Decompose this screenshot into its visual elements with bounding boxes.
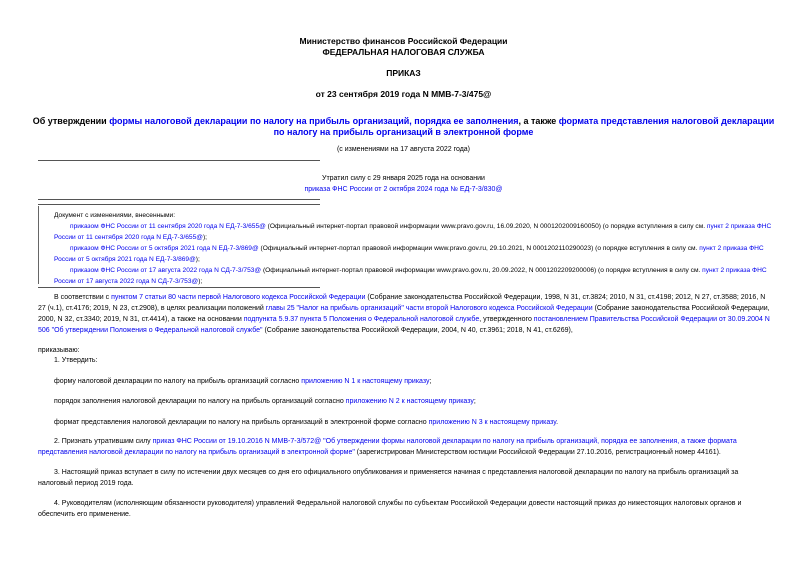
regulation-link[interactable]: подпункта 5.9.37 пункта 5 Положения о Федеральной налоговой службе <box>243 316 480 323</box>
change-link[interactable]: приказом ФНС России от 11 сентября 2020 года N ЕД-7-3/655@ <box>70 223 266 230</box>
title-link-format[interactable]: формата представления налоговой декларации <box>558 116 775 126</box>
service-name: ФЕДЕРАЛЬНАЯ НАЛОГОВАЯ СЛУЖБА <box>322 47 485 57</box>
approve-format: формат представления налоговой декларации по налогу на прибыль организаций в электронной форме согласно приложению N 3 к настоящему приказу. <box>54 419 559 426</box>
change-link[interactable]: приказом ФНС России от 5 октября 2021 года N ЕД-7-3/869@ <box>70 245 259 252</box>
repealed-order-link[interactable]: приказ ФНС России от 19.10.2016 N ММВ-7-3/572@ "Об утверждении формы налоговой декларации по налогу на прибыль организаций, порядка ее заполнения, а также формата представления налоговой декларации по налогу на прибыль организаций в электронной форме" <box>38 438 737 456</box>
appendix-1-link[interactable]: приложению N 1 к настоящему приказу <box>301 378 430 385</box>
page-title-line2 <box>0 127 807 137</box>
item-4: 4. Руководителям (исполняющим обязанности руководителя) управлений Федеральной налоговой службы по субъектам Российской Федерации довести настоящий приказ до нижестоящих налоговых органов и обеспечить его применение. <box>38 500 742 518</box>
change-list <box>54 210 774 287</box>
title-link-electronic[interactable]: по налогу на прибыль организаций в электронной форме <box>273 127 534 137</box>
change-text: (Официальный интернет-портал правовой информации www.pravo.gov.ru, 20.09.2022, N 0001202209200006) (о порядке вступления в силу см. <box>261 267 703 274</box>
divider <box>38 287 320 288</box>
change-effective-link[interactable]: пункт 2 приказа ФНС России от 17 августа 2022 года N СД-7-3/753@ <box>54 267 767 285</box>
divider <box>38 199 320 200</box>
change-text: (Официальный интернет-портал правовой информации www.pravo.gov.ru, 29.10.2021, N 0001202110290023) (о порядке вступления в силу см. <box>258 245 700 252</box>
change-effective-link[interactable]: пункт 2 приказа ФНС России от 5 октября 2021 года N ЕД-7-3/869@ <box>54 245 764 263</box>
chapter-25-link[interactable]: главы 25 "Налог на прибыль организаций" части второй Налогового кодекса Российской Федерации <box>265 305 593 312</box>
preamble-paragraph <box>38 292 770 336</box>
preamble-text: (Собрание законодательства Российской Федерации, 2004, N 40, ст.3961; 2018, N 41, ст.6269), <box>262 327 573 334</box>
change-effective-link[interactable]: пункт 2 приказа ФНС России от 11 сентября 2020 года N ЕД-7-3/655@ <box>54 223 772 241</box>
change-end: ); <box>195 256 200 263</box>
change-link[interactable]: приказом ФНС России от 17 августа 2022 года N СД-7-3/753@ <box>70 267 262 274</box>
preamble-text: (Собрание законодательства Российской Федерации, 2000, N 32, ст.3340; 2019, N 31, ст.4414), а также на основании <box>38 305 770 323</box>
change-list-intro: Документ с изменениями, внесенными: <box>54 212 176 219</box>
doc-type: ПРИКАЗ <box>386 68 421 78</box>
change-item <box>54 243 774 265</box>
change-item <box>54 265 774 287</box>
order-word: приказываю: <box>38 347 80 354</box>
item-3: 3. Настоящий приказ вступает в силу по истечении двух месяцев со дня его официального опубликования и применяется начиная с представления налоговой декларации по налогу на прибыль организаций за налоговый период 2019 года. <box>38 469 739 487</box>
title-link-form[interactable]: формы налоговой декларации по налогу на прибыль организаций, порядка ее заполнения <box>109 116 519 126</box>
page-title <box>0 116 807 126</box>
preamble-text: , утвержденного <box>479 316 534 323</box>
approve-form: форму налоговой декларации по налогу на прибыль организаций согласно приложению N 1 к настоящему приказу; <box>54 378 432 385</box>
approve-order: порядок заполнения налоговой декларации по налогу на прибыль организаций согласно приложению N 2 к настоящему приказу; <box>54 398 476 405</box>
item-2-text: 2. Признать утратившим силу <box>54 438 153 445</box>
appendix-3-link[interactable]: приложению N 3 к настоящему приказу <box>428 419 557 426</box>
approve-form-text: форму налоговой декларации по налогу на прибыль организаций согласно <box>54 378 302 385</box>
item-1: 1. Утвердить: <box>54 357 98 364</box>
divider <box>38 204 320 205</box>
change-end: ); <box>198 278 203 285</box>
approve-order-text: порядок заполнения налоговой декларации по налогу на прибыль организаций согласно <box>54 398 346 405</box>
ministry-name: Министерство финансов Российской Федерации <box>299 36 508 46</box>
approve-format-text: формат представления налоговой декларации по налогу на прибыль организаций в электронной форме согласно <box>54 419 429 426</box>
resolution-link[interactable]: постановлением Правительства Российской Федерации от 30.09.2004 N 506 "Об утверждении Положения о Федеральной налоговой службе" <box>38 316 770 334</box>
expired-note: Утратил силу с 29 января 2025 года на основании <box>322 175 485 182</box>
title-prefix: Об утверждении <box>32 116 110 126</box>
change-item <box>54 221 774 243</box>
expired-link-line <box>0 186 807 193</box>
change-block-border <box>38 206 39 284</box>
amend-note: (с изменениями на 17 августа 2022 года) <box>336 146 471 153</box>
title-middle: , а также <box>518 116 559 126</box>
change-end: ); <box>202 234 207 241</box>
item-2-text: (зарегистрирован Министерством юстиции Российской Федерации 27.10.2016, регистрационный номер 44161). <box>354 449 721 456</box>
preamble-text: В соответствии с <box>54 294 112 301</box>
appendix-2-link[interactable]: приложению N 2 к настоящему приказу <box>345 398 474 405</box>
expired-link[interactable]: приказа ФНС России от 2 октября 2024 года № ЕД-7-3/830@ <box>304 186 503 193</box>
item-2 <box>38 436 770 458</box>
doc-date-number: от 23 сентября 2019 года N ММВ-7-3/475@ <box>315 89 492 99</box>
divider <box>38 160 320 161</box>
change-text: (Официальный интернет-портал правовой информации www.pravo.gov.ru, 16.09.2020, N 0001202009160050) (о порядке вступления в силу см. <box>265 223 707 230</box>
preamble-text: (Собрание законодательства Российской Федерации, 1998, N 31, ст.3824; 2010, N 31, ст.4198; 2012, N 27, ст.3588; 2016, N 27 (ч.1), ст.4176; 2019, N 23, ст.2908), в целях реализации положений <box>38 294 766 312</box>
tax-code-link[interactable]: пунктом 7 статьи 80 части первой Налогового кодекса Российской Федерации <box>111 294 366 301</box>
